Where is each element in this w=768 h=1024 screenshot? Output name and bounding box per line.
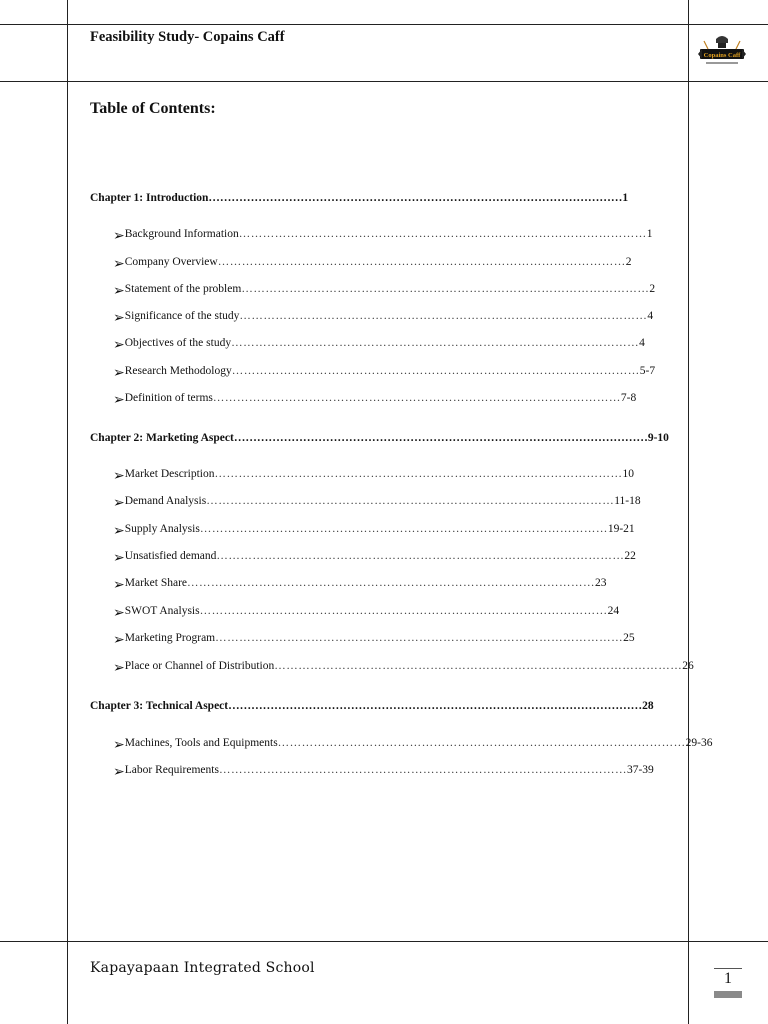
arrow-bullet-icon: ➢ (113, 366, 125, 381)
header-bottom-line (0, 81, 768, 82)
chapter-page: 28 (642, 700, 654, 712)
header-top-line (0, 24, 768, 25)
toc-item[interactable] (113, 364, 656, 381)
arrow-bullet-icon: ➢ (113, 578, 125, 593)
item-page: 22 (624, 550, 636, 562)
toc-item[interactable] (113, 604, 620, 621)
item-page: 7-8 (620, 392, 637, 404)
dot-leader: ………………………………………………………………………………………… (212, 392, 621, 404)
arrow-bullet-icon: ➢ (113, 229, 125, 244)
toc-item[interactable] (113, 763, 654, 780)
toc-item[interactable] (113, 631, 635, 648)
dot-leader: ………………………………………………………………………………………… (231, 337, 640, 349)
dot-leader: ………………………………………………………………………………………… (199, 605, 608, 617)
dot-leader: ………………………………………………………………………………………… (274, 660, 683, 672)
toc-item[interactable] (113, 467, 634, 484)
arrow-bullet-icon: ➢ (113, 393, 125, 408)
cafe-logo (698, 33, 746, 73)
chapter-title: Chapter 1: Introduction (90, 192, 209, 204)
item-label: Objectives of the study (124, 337, 232, 349)
item-page: 23 (595, 577, 607, 589)
dot-leader: ………………………………………………………………………………………… (218, 764, 627, 776)
item-page: 5-7 (639, 365, 656, 377)
arrow-bullet-icon: ➢ (113, 469, 125, 484)
arrow-bullet-icon: ➢ (113, 738, 125, 753)
toc-item[interactable] (113, 549, 636, 566)
page-number: 1 (724, 970, 732, 987)
item-page: 4 (639, 337, 645, 349)
item-label: Machines, Tools and Equipments (124, 737, 278, 749)
toc-item[interactable] (113, 659, 694, 676)
item-label: Market Share (124, 577, 188, 589)
toc-heading: Table of Contents: (90, 100, 216, 117)
dot-leader: ………………………………………………………………………………………… (199, 523, 608, 535)
dot-leader: ……………………………………………………………………………………………… (233, 432, 648, 444)
arrow-bullet-icon: ➢ (113, 661, 125, 676)
arrow-bullet-icon: ➢ (113, 765, 125, 780)
item-label: Labor Requirements (124, 764, 219, 776)
item-label: Market Description (124, 468, 215, 480)
item-label: Research Methodology (124, 365, 232, 377)
toc-item[interactable] (113, 282, 656, 299)
item-label: Unsatisfied demand (124, 550, 217, 562)
logo-lettering: Copains Caff (703, 52, 741, 59)
item-label: Company Overview (124, 256, 218, 268)
left-margin-line (67, 0, 68, 1024)
item-page: 11-18 (614, 495, 641, 507)
toc-item[interactable] (113, 227, 653, 244)
arrow-bullet-icon: ➢ (113, 257, 125, 272)
dot-leader: ………………………………………………………………………………………… (239, 310, 648, 322)
chapter-page: 1 (622, 192, 629, 204)
arrow-bullet-icon: ➢ (113, 633, 125, 648)
dot-leader: ………………………………………………………………………………………… (231, 365, 640, 377)
arrow-bullet-icon: ➢ (113, 551, 125, 566)
toc-item[interactable] (113, 255, 632, 272)
item-label: Statement of the problem (124, 283, 242, 295)
item-page: 1 (646, 228, 653, 240)
dot-leader: ………………………………………………………………………………………… (216, 550, 625, 562)
dot-leader: ………………………………………………………………………………………… (187, 577, 596, 589)
item-page: 29-36 (685, 737, 713, 749)
toc-chapter-2[interactable] (90, 432, 669, 444)
arrow-bullet-icon: ➢ (113, 338, 125, 353)
item-page: 24 (607, 605, 620, 617)
item-label: Marketing Program (124, 632, 216, 644)
dot-leader: ………………………………………………………………………………………… (214, 468, 623, 480)
page-number-rule (714, 968, 742, 969)
right-margin-line (688, 0, 689, 1024)
dot-leader: ………………………………………………………………………………………… (241, 283, 650, 295)
item-label: Definition of terms (124, 392, 213, 404)
item-page: 4 (647, 310, 654, 322)
dot-leader: ………………………………………………………………………………………… (215, 632, 624, 644)
header-title: Feasibility Study- Copains Caff (90, 29, 285, 45)
item-label: SWOT Analysis (124, 605, 200, 617)
dot-leader: ………………………………………………………………………………………… (217, 256, 626, 268)
toc-item[interactable] (113, 576, 607, 593)
item-label: Demand Analysis (124, 495, 207, 507)
chapter-page: 9-10 (647, 432, 669, 444)
toc-item[interactable] (113, 494, 641, 511)
item-page: 37-39 (626, 764, 654, 776)
toc-chapter-3[interactable] (90, 700, 654, 712)
item-page: 10 (622, 468, 634, 480)
item-page: 2 (625, 256, 632, 268)
item-page: 25 (623, 632, 635, 644)
page-number-bar (714, 991, 742, 998)
chapter-title: Chapter 2: Marketing Aspect (90, 432, 234, 444)
item-page: 2 (649, 283, 656, 295)
arrow-bullet-icon: ➢ (113, 524, 125, 539)
toc-item[interactable] (113, 309, 654, 326)
toc-item[interactable] (113, 736, 713, 753)
toc-chapter-1[interactable] (90, 192, 629, 204)
item-label: Supply Analysis (124, 523, 200, 535)
chapter-title: Chapter 3: Technical Aspect (90, 700, 229, 712)
toc-item[interactable] (113, 391, 637, 408)
footer-top-line (0, 941, 768, 942)
item-label: Place or Channel of Distribution (124, 660, 275, 672)
dot-leader: ………………………………………………………………………………………… (206, 495, 615, 507)
dot-leader: ……………………………………………………………………………………………… (208, 192, 623, 204)
item-label: Significance of the study (124, 310, 240, 322)
item-page: 26 (682, 660, 694, 672)
arrow-bullet-icon: ➢ (113, 311, 125, 326)
arrow-bullet-icon: ➢ (113, 606, 125, 621)
arrow-bullet-icon: ➢ (113, 496, 125, 511)
arrow-bullet-icon: ➢ (113, 284, 125, 299)
dot-leader: ………………………………………………………………………………………… (238, 228, 647, 240)
toc-item[interactable] (113, 336, 645, 353)
item-label: Background Information (124, 228, 239, 240)
toc-item[interactable] (113, 522, 635, 539)
dot-leader: ………………………………………………………………………………………… (277, 737, 686, 749)
item-page: 19-21 (607, 523, 635, 535)
footer-school-name: Kapayapaan Integrated School (90, 960, 315, 976)
dot-leader: ……………………………………………………………………………………………… (228, 700, 643, 712)
